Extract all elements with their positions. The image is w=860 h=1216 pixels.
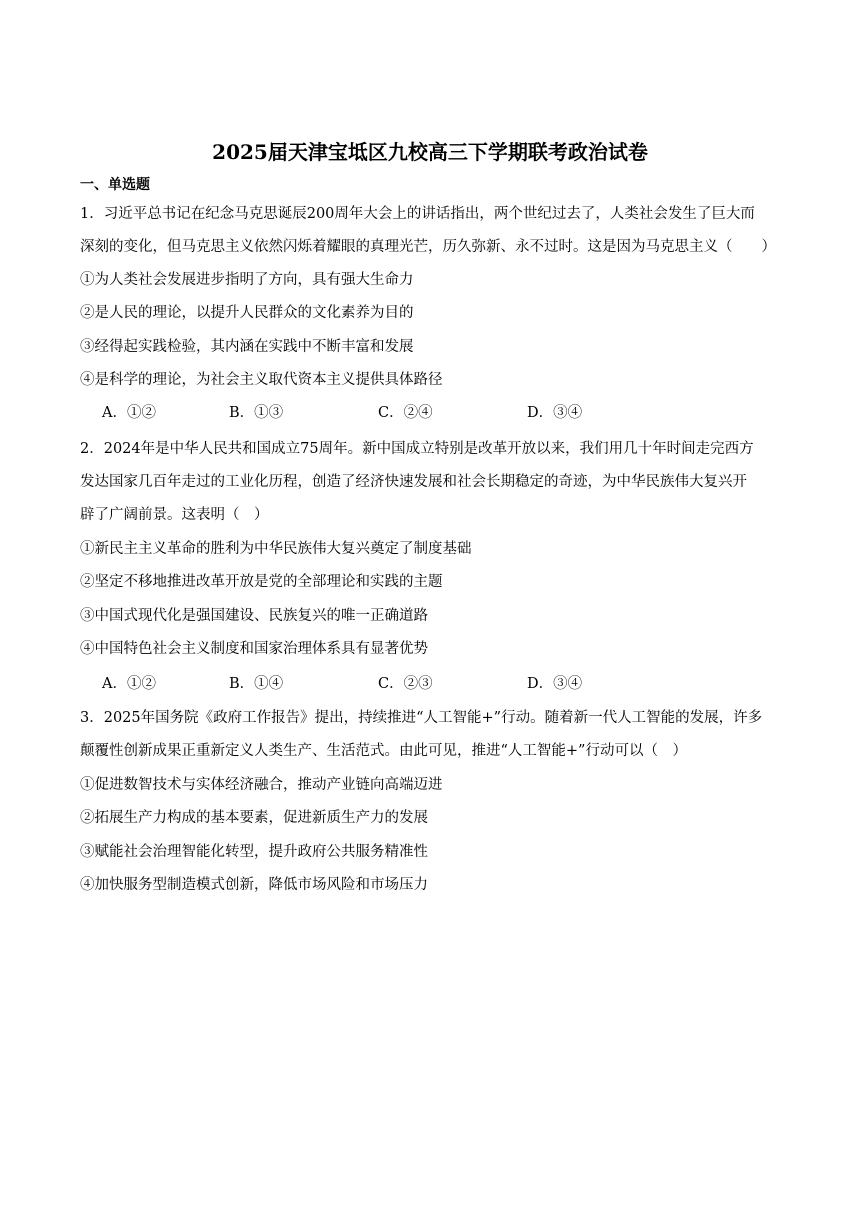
question-2-statement-4: ④中国特色社会主义制度和国家治理体系具有显著优势	[80, 641, 428, 657]
question-2-stem-line-1: 2．2024年是中华人民共和国成立75周年。新中国成立特别是改革开放以来，我们用几十年时间走完西方	[80, 441, 754, 457]
question-1-stem-line-1: 1．习近平总书记在纪念马克思诞辰200周年大会上的讲话指出，两个世纪过去了，人类社会发生了巨大而	[80, 206, 755, 222]
question-1-option-a: A．①②	[102, 405, 156, 421]
question-1-option-d: D．③④	[527, 405, 583, 421]
question-2-option-b: B．①④	[229, 676, 284, 692]
question-3-stem-line-1: 3．2025年国务院《政府工作报告》提出，持续推进“人工智能+”行动。随着新一代人工智能的发展，许多	[80, 710, 763, 726]
question-1-statement-3: ③经得起实践检验，其内涵在实践中不断丰富和发展	[80, 339, 414, 355]
question-1-option-b: B．①③	[229, 405, 284, 421]
question-2-option-a: A．①②	[102, 676, 156, 692]
question-1-statement-2: ②是人民的理论，以提升人民群众的文化素养为目的	[80, 305, 414, 321]
question-3-statement-4: ④加快服务型制造模式创新，降低市场风险和市场压力	[80, 877, 428, 893]
question-2-statement-1: ①新民主主义革命的胜利为中华民族伟大复兴奠定了制度基础	[80, 541, 472, 557]
question-1-statement-1: ①为人类社会发展进步指明了方向，具有强大生命力	[80, 272, 414, 288]
page-title: 2025届天津宝坻区九校高三下学期联考政治试卷	[212, 140, 648, 164]
question-1-statement-4: ④是科学的理论，为社会主义取代资本主义提供具体路径	[80, 372, 443, 388]
question-2-stem-line-2: 发达国家几百年走过的工业化历程，创造了经济快速发展和社会长期稳定的奇迹，为中华民族伟大复兴开	[80, 474, 747, 490]
question-1-stem-line-2: 深刻的变化，但马克思主义依然闪烁着耀眼的真理光芒，历久弥新、永不过时。这是因为马克思主义（ ）	[80, 239, 776, 255]
question-2-option-c: C．②③	[378, 676, 433, 692]
question-2-statement-3: ③中国式现代化是强国建设、民族复兴的唯一正确道路	[80, 608, 428, 624]
question-2-stem-line-3: 辟了广阔前景。这表明（ ）	[80, 507, 269, 523]
question-3-statement-2: ②拓展生产力构成的基本要素，促进新质生产力的发展	[80, 810, 428, 826]
question-2-statement-2: ②坚定不移地推进改革开放是党的全部理论和实践的主题	[80, 574, 443, 590]
section-heading: 一、单选题	[80, 177, 150, 193]
question-1-option-c: C．②④	[378, 405, 433, 421]
question-3-statement-3: ③赋能社会治理智能化转型，提升政府公共服务精准性	[80, 844, 428, 860]
question-3-stem-line-2: 颠覆性创新成果正重新定义人类生产、生活范式。由此可见，推进“人工智能+”行动可以（ ）	[80, 743, 687, 759]
question-2-option-d: D．③④	[527, 676, 583, 692]
question-3-statement-1: ①促进数智技术与实体经济融合，推动产业链向高端迈进	[80, 777, 443, 793]
